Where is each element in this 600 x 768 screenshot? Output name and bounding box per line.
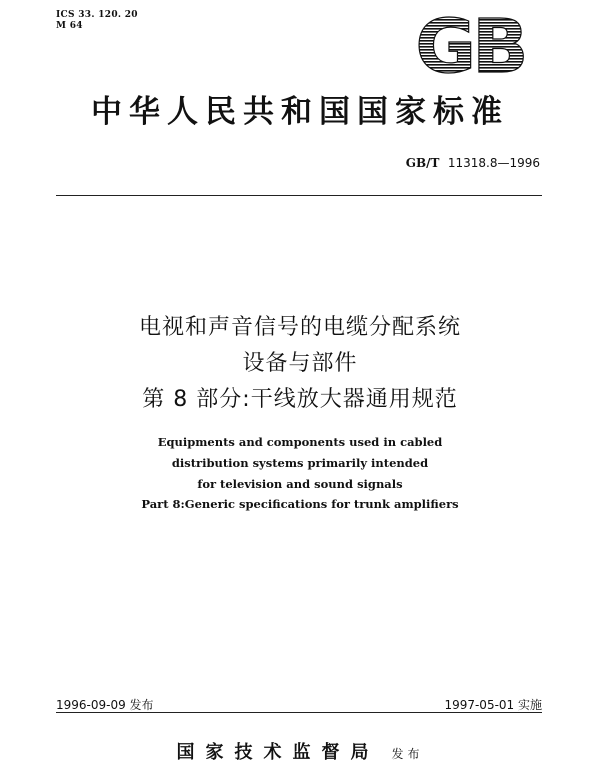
top-divider [56, 195, 542, 196]
standard-code-prefix: GB/T [405, 156, 440, 170]
english-title-line-4: Part 8:Generic specifications for trunk amplifiers [141, 497, 459, 511]
ics-code: ICS 33. 120. 20 [56, 10, 138, 20]
chinese-title-line-2: 设备与部件 [242, 351, 358, 376]
standard-title: 中华人民共和国国家标准 [91, 94, 509, 130]
gb-logo [396, 10, 544, 82]
issuer-action: 发布 [391, 747, 424, 761]
issuer [0, 738, 600, 764]
chinese-title-line-1: 电视和声音信号的电缆分配系统 [138, 315, 461, 340]
implement-date: 1997-05-01 实施 [444, 698, 542, 712]
issuer-name: 国家技术监督局 [176, 742, 380, 763]
standard-code-number: 11318.8—1996 [447, 156, 540, 170]
english-title-line-3: for television and sound signals [197, 477, 403, 491]
english-title-line-2: distribution systems primarily intended [171, 456, 429, 470]
chinese-title-line-3: 第 8 部分:干线放大器通用规范 [142, 387, 458, 412]
standard-code [406, 156, 540, 170]
classification-code: M 64 [56, 21, 83, 31]
bottom-divider [56, 712, 542, 713]
publish-date: 1996-09-09 发布 [56, 698, 154, 712]
english-title-line-1: Equipments and components used in cabled [157, 435, 443, 449]
svg-text:GB: GB [415, 10, 525, 82]
